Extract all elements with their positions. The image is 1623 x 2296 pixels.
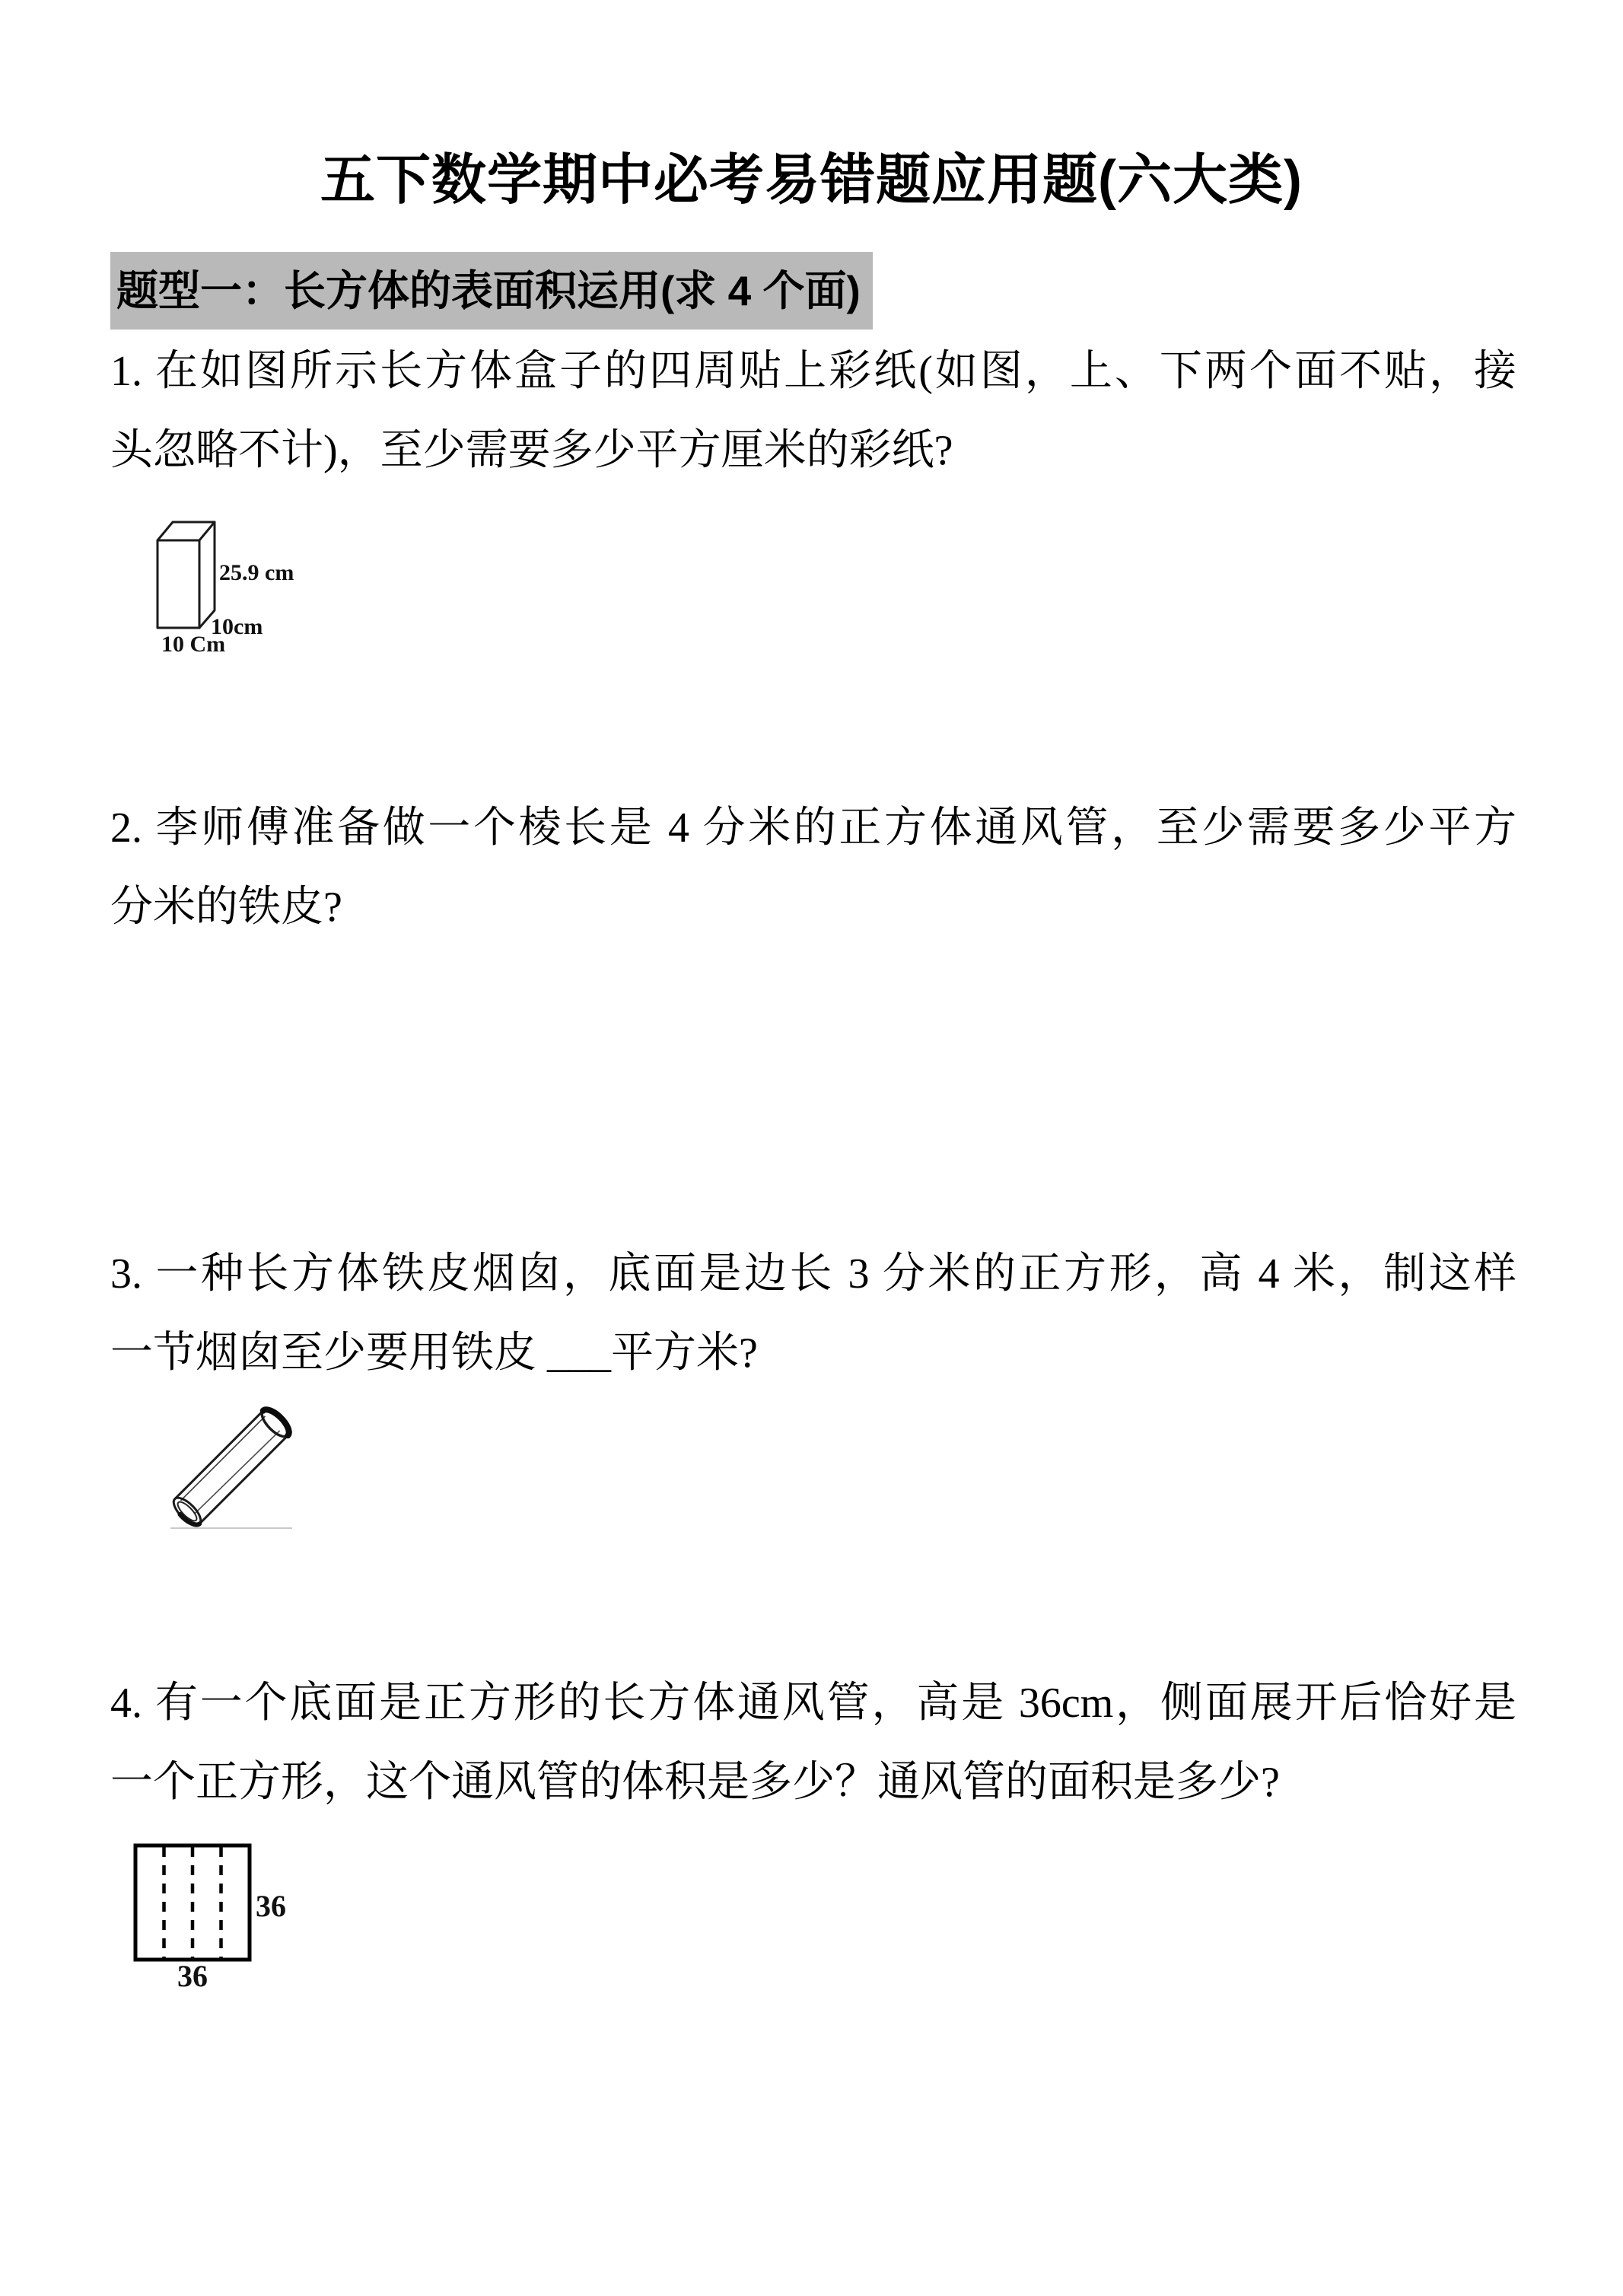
problem-1-text	[110, 332, 1516, 490]
problem-2-text	[110, 788, 1516, 947]
pipe-net-figure	[122, 1836, 335, 1995]
problem-2-line-2: 分米的铁皮?	[110, 884, 342, 931]
pipe-inner-line-2	[194, 1430, 279, 1515]
cuboid-width-label: 10 Cm	[161, 632, 226, 657]
problem-3-text	[110, 1234, 1516, 1393]
section-header-text: 题型一：长方体的表面积运用(求 4 个面)	[116, 267, 861, 314]
problem-2-line-1: 2. 李师傅准备做一个棱长是 4 分米的正方体通风管，至少需要多少平方	[110, 804, 1516, 852]
problem-4-text	[110, 1664, 1516, 1822]
net-height-label: 36	[256, 1889, 286, 1923]
problem-3-line-1: 3. 一种长方体铁皮烟囱，底面是边长 3 分米的正方形，高 4 米，制这样	[110, 1250, 1516, 1298]
cuboid-height-label: 25.9 cm	[219, 560, 294, 585]
problem-4-line-2: 一个正方形，这个通风管的体积是多少？通风管的面积是多少?	[110, 1759, 1280, 1806]
problem-4-line-1: 4. 有一个底面是正方形的长方体通风管，高是 36cm，侧面展开后恰好是	[110, 1680, 1516, 1727]
page-title: 五下数学期中必考易错题应用题(六大类)	[320, 150, 1303, 211]
net-width-label: 36	[177, 1959, 208, 1993]
cuboid-top-face	[158, 522, 215, 540]
pipe-far-end-rim	[263, 1406, 294, 1436]
problem-3-line-2: 一节烟囱至少要用铁皮 ___平方米?	[110, 1330, 758, 1377]
chimney-pipe-figure	[161, 1405, 306, 1538]
pipe-bottom-edge	[199, 1435, 288, 1524]
problem-1-line-1: 1. 在如图所示长方体盒子的四周贴上彩纸(如图，上、下两个面不贴，接	[110, 348, 1516, 395]
pipe-inner-line-1	[181, 1416, 266, 1501]
pipe-top-edge	[175, 1411, 263, 1499]
cuboid-box-figure	[145, 510, 358, 662]
cuboid-front-face	[158, 540, 199, 628]
problem-1-line-2: 头忽略不计)，至少需要多少平方厘米的彩纸?	[110, 427, 953, 474]
section-header	[110, 252, 873, 330]
cuboid-depth-label: 10cm	[211, 614, 263, 639]
